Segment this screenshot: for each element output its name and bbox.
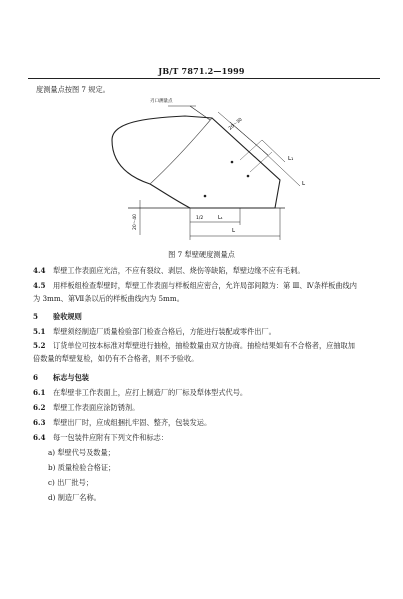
list-item-text: d) 制造厂名称。	[48, 493, 101, 502]
para-number: 6.3	[33, 418, 46, 427]
para-text: 用样板组检查犁壁时，犁壁工作表面与样板组应密合，允许局部间隙为：第 Ⅲ、Ⅳ条样板曲线内	[53, 281, 357, 290]
para-text: 倍数量的犁壁复检，如仍有不合格者，则不予验收。	[33, 354, 199, 363]
para-4-5	[33, 281, 357, 290]
dim-L-right-label: L	[302, 181, 306, 187]
dim-extension-1	[240, 140, 262, 160]
para-text: 订货单位可按本标准对犁壁进行抽检，抽检数量由双方协商。抽检结果如有不合格者，应抽取加	[53, 341, 355, 350]
dim-left-label: 20～40	[133, 214, 138, 230]
dim-fraction-label: 1/2	[196, 216, 204, 221]
para-5-1	[33, 327, 276, 336]
dim-L1-bottom-label: L₁	[218, 215, 223, 221]
moldboard-inner-curve	[150, 118, 212, 184]
dim-upper-label: 20～30	[228, 117, 244, 132]
para-number: 6.2	[33, 403, 46, 412]
intro-text: 度测量点按图 7 规定。	[36, 85, 110, 94]
section-title: 验收规则	[53, 312, 82, 321]
list-item-c	[48, 478, 93, 487]
para-6-4	[33, 433, 168, 442]
callout-label: 刃口测量点	[150, 99, 173, 104]
para-5-2-cont	[33, 354, 198, 363]
section-title: 标志与包装	[53, 373, 89, 382]
measure-point-2	[247, 175, 250, 178]
callout-leader	[190, 106, 210, 120]
para-6-2	[33, 403, 139, 412]
dim-line-L1	[262, 140, 285, 162]
para-text: 犁壁须经制造厂质量检验部门检查合格后，方能进行装配或零件出厂。	[53, 327, 276, 336]
figure-7-diagram	[0, 0, 403, 270]
para-text: 为 3mm、第Ⅶ条以后的样板曲线内为 5mm。	[33, 294, 184, 303]
para-4-4	[33, 266, 305, 275]
dim-line-L	[262, 150, 300, 186]
figure-caption: 图 7 犁壁硬度测量点	[168, 250, 235, 259]
list-item-b	[48, 463, 115, 472]
page-header: JB/T 7871.2—1999	[158, 66, 245, 76]
list-item-d	[48, 493, 101, 502]
para-text: 在犁壁非工作表面上，应打上制造厂的厂标及犁体型式代号。	[53, 388, 248, 397]
para-4-5-cont	[33, 294, 184, 303]
measure-point-1	[231, 161, 234, 164]
dim-L-bottom-label: L	[232, 228, 236, 234]
para-text: 犁壁工作表面应涂防锈剂。	[53, 403, 140, 412]
para-5-2	[33, 341, 355, 350]
list-item-text: a) 犁壁代号及数量；	[48, 448, 115, 457]
para-number: 5.1	[33, 327, 46, 336]
para-text: 每一包装件应附有下列文件和标志：	[53, 433, 169, 442]
section-number: 6	[33, 373, 39, 382]
list-item-a	[48, 448, 115, 457]
moldboard-outline	[112, 116, 280, 208]
measure-point-3	[204, 195, 207, 198]
para-6-1	[33, 388, 247, 397]
para-number: 5.2	[33, 341, 46, 350]
para-text: 犁壁工作表面应光洁，不应有裂纹、剥层、烧伤等缺陷，犁壁边缘不应有毛刺。	[53, 266, 305, 275]
para-text: 犁壁出厂时，应成组捆扎牢固、整齐，包装发运。	[53, 418, 212, 427]
para-number: 4.4	[33, 266, 46, 275]
dim-L1-right-label: L₁	[288, 156, 294, 162]
para-number: 4.5	[33, 281, 46, 290]
section-5-heading	[33, 312, 82, 321]
list-item-text: b) 质量检验合格证；	[48, 463, 116, 472]
section-number: 5	[33, 312, 39, 321]
section-6-heading	[33, 373, 89, 382]
para-6-3	[33, 418, 211, 427]
para-number: 6.1	[33, 388, 46, 397]
para-number: 6.4	[33, 433, 46, 442]
list-item-text: c) 出厂批号；	[48, 478, 94, 487]
